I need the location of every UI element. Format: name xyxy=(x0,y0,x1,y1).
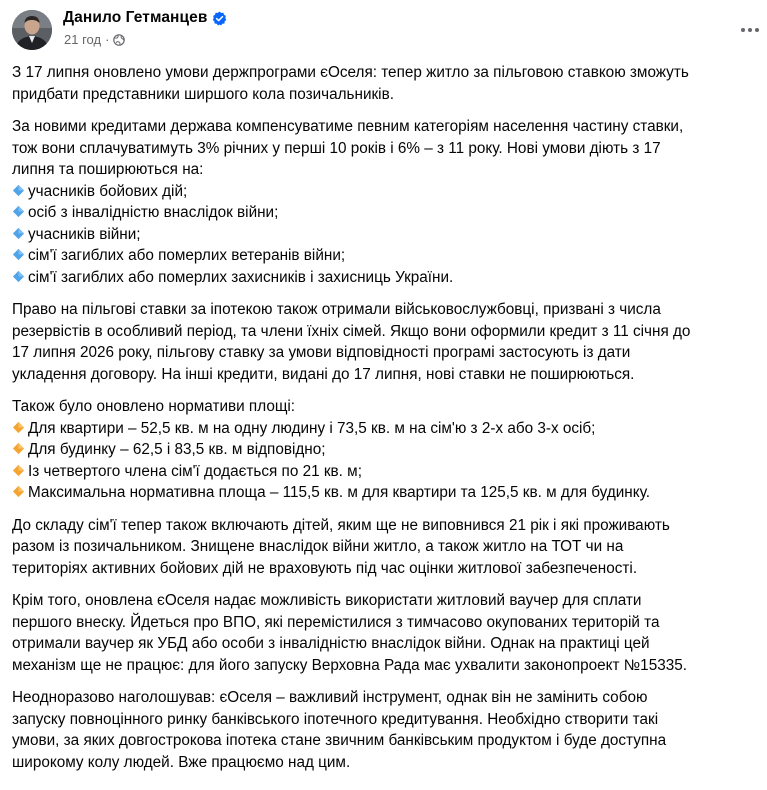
paragraph-area-norms xyxy=(12,396,760,504)
text-line: Неодноразово наголошував: єОселя – важливий інструмент, однак він не замінить собою xyxy=(12,689,648,706)
author-name[interactable]: Данило Гетманцев xyxy=(63,9,208,26)
verified-badge-icon xyxy=(212,11,227,26)
list-item xyxy=(12,202,760,224)
paragraph-voucher xyxy=(12,590,760,676)
avatar[interactable] xyxy=(12,10,52,50)
text-line: укладення договору. На інші кредити, видані до 17 липня, нові ставки не поширюються. xyxy=(12,365,635,383)
text-line: механізм ще не працює: для його запуску Верховна Рада має ухвалити законопроект №15335. xyxy=(12,656,687,674)
text-line: липня та поширюються на: xyxy=(12,161,204,178)
text-line: До складу сім'ї тепер також включають дітей, яким ще не виповнився 21 рік і які проживають xyxy=(12,516,670,534)
blue-diamond-icon xyxy=(12,248,25,261)
list-item xyxy=(12,245,760,267)
list-item xyxy=(12,224,760,246)
paragraph-conclusion xyxy=(12,687,760,773)
post-timestamp[interactable]: 21 год xyxy=(64,32,102,47)
meta-separator: · xyxy=(105,32,110,47)
paragraph-new-rates xyxy=(12,116,760,288)
text-line: разом із позичальником. Знищене внаслідок війни житло, а також житло на ТОТ чи на xyxy=(12,538,624,555)
text-line: Право на пільгові ставки за іпотекою також отримали військовослужбовці, призвані з числа xyxy=(12,301,661,318)
text-line: умови, за яких довгострокова іпотека стане звичним банківським продуктом і буде доступна xyxy=(12,732,667,749)
text-line: територіях активних бойових дій не враховують під час оцінки житлової забезпеченості. xyxy=(12,559,638,577)
blue-diamond-icon xyxy=(12,184,25,197)
list-item-text: Із четвертого члена сім'ї додається по 21 кв. м; xyxy=(28,462,362,480)
list-item xyxy=(12,439,760,461)
paragraph-family xyxy=(12,515,760,580)
list-item-text: Для будинку – 62,5 і 83,5 кв. м відповідно; xyxy=(28,441,326,458)
paragraph-military xyxy=(12,299,760,385)
list-item xyxy=(12,418,760,440)
orange-diamond-icon xyxy=(12,421,25,434)
text-line: За новими кредитами держава компенсуватиме певним категоріям населення частину ставки, xyxy=(12,118,684,135)
blue-diamond-icon xyxy=(12,205,25,218)
orange-diamond-icon xyxy=(12,485,25,498)
post-meta xyxy=(64,32,125,47)
list-item-text: Максимальна нормативна площа – 115,5 кв. м для квартири та 125,5 кв. м для будинку. xyxy=(28,484,650,501)
text-line: З 17 липня оновлено умови держпрограми єОселя: тепер житло за пільговою ставкою зможуть xyxy=(12,64,689,81)
post-header xyxy=(8,7,758,57)
text-line: широкому колу людей. Вже працюємо над цим. xyxy=(12,753,351,771)
list-item-text: Для квартири – 52,5 кв. м на одну людину і 73,5 кв. м на сім'ю з 2-х або 3-х осіб; xyxy=(28,419,596,437)
text-line: придбати представники ширшого кола позичальників. xyxy=(12,85,394,103)
list-item-text: учасників війни; xyxy=(28,225,141,243)
list-item xyxy=(12,267,760,289)
text-line: запуску повноцінного ринку банківського іпотечного кредитування. Необхідно створити такі xyxy=(12,710,659,728)
post-text xyxy=(12,62,760,784)
text-line: Крім того, оновлена єОселя надає можливість використати житловий ваучер для сплати xyxy=(12,592,642,609)
text-line: резервістів в особливий період, та члени їхніх сімей. Якщо вони оформили кредит з 11 січня до xyxy=(12,322,691,340)
more-horizontal-icon xyxy=(740,27,760,33)
list-item-text: осіб з інвалідністю внаслідок війни; xyxy=(28,204,279,221)
text-line: Також було оновлено нормативи площі: xyxy=(12,398,296,415)
list-item-text: сім'ї загиблих або померлих ветеранів війни; xyxy=(28,247,346,264)
globe-icon[interactable] xyxy=(113,34,125,46)
blue-diamond-icon xyxy=(12,227,25,240)
list-item xyxy=(12,461,760,483)
text-line: тож вони сплачуватимуть 3% річних у перші 10 років і 6% – з 11 року. Нові умови діють з 17 xyxy=(12,139,661,157)
list-item xyxy=(12,181,760,203)
blue-diamond-icon xyxy=(12,270,25,283)
paragraph-intro xyxy=(12,62,760,105)
text-line: першого внеску. Йдеться про ВПО, які перемістилися з тимчасово окупованих територій та xyxy=(12,613,660,631)
more-options-button[interactable] xyxy=(735,15,765,45)
orange-diamond-icon xyxy=(12,464,25,477)
list-item-text: сім'ї загиблих або померлих захисників і захисниць України. xyxy=(28,268,454,286)
list-item xyxy=(12,482,760,504)
text-line: 17 липня 2026 року, пільгову ставку за умови відповідності програмі застосують із дати xyxy=(12,344,631,361)
text-line: отримали ваучер як УБД або особи з інвалідністю внаслідок війни. Однак на практиці цей xyxy=(12,635,650,652)
author-line xyxy=(63,9,227,27)
list-item-text: учасників бойових дій; xyxy=(28,182,188,200)
orange-diamond-icon xyxy=(12,442,25,455)
